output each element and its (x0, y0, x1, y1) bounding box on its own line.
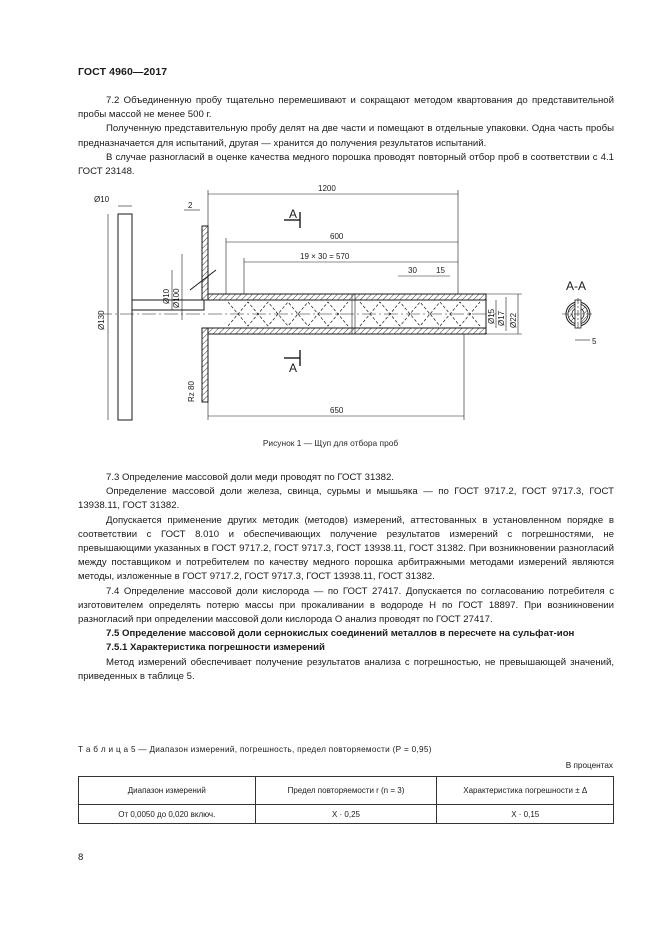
table-cell: X · 0,25 (255, 805, 437, 824)
dim-d15: Ø15 (487, 308, 496, 324)
dim-570: 19 × 30 = 570 (300, 252, 350, 261)
dim-d22: Ø22 (509, 312, 518, 328)
table-cell: X · 0,15 (437, 805, 614, 824)
dim-2: 2 (188, 201, 193, 210)
dim-15: 15 (436, 266, 445, 275)
table-header-cell: Характеристика погрешности ± Δ (437, 777, 614, 805)
page-number: 8 (78, 852, 84, 863)
dim-30: 30 (408, 266, 417, 275)
paragraph: Метод измерений обеспечивает получение результатов анализа с погрешностью, не превышающей значений, приведенных в таблице 5. (78, 656, 614, 682)
dim-rz: Rz 80 (187, 381, 196, 402)
paragraph: 7.2 Объединенную пробу тщательно перемешивают и сокращают методом квартования до представительной пробы массой не менее 500 г. (78, 95, 614, 121)
handle-disc (118, 214, 132, 420)
table-header-cell: Диапазон измерений (79, 777, 256, 805)
paragraph: В случае разногласий в оценке качества медного порошка проводят повторный отбор проб в соответствии с 4.1 ГОСТ 23148. (78, 151, 614, 178)
paragraph: Допускается применение других методик (методов) измерений, аттестованных в установленном порядке в соответствии с ГОСТ 8.010 и обеспечивающих получение результатов измерений с погрешностями, не превышающими указанных в ГОСТ 9717.2, ГОСТ 9717.3, ГОСТ 13938.11, ГОСТ 31382. При возникновении разногласий между поставщиком и потребителем по качеству медного порошка арбитражными методами измерений являются методы, изложенные в ГОСТ 9717.2, ГОСТ 9717.3, ГОСТ 13938.11, ГОСТ 31382. (78, 514, 614, 583)
paragraph: 7.3 Определение массовой доли меди проводят по ГОСТ 31382. (106, 472, 394, 483)
dim-d10-inner: Ø10 (162, 288, 171, 304)
table-unit: В процентах (565, 761, 613, 770)
figure-caption: Рисунок 1 — Щуп для отбора проб (262, 438, 399, 448)
dim-d100: Ø100 (172, 288, 181, 308)
dim-d130: Ø130 (97, 310, 106, 330)
paragraph: Полученную представительную пробу делят на две части и помещают в отдельные упаковки. Одна часть пробы предназначается для испытаний, другая — хранится до получения результатов испытаний. (78, 123, 614, 149)
table-caption: Т а б л и ц а 5 — Диапазон измерений, погрешность, предел повторяемости (Р = 0,95) (78, 745, 432, 754)
table-header-cell: Предел повторяемости r (n = 3) (255, 777, 437, 805)
top-text-block (78, 94, 614, 179)
paragraph: Определение массовой доли железа, свинца, сурьмы и мышьяка — по ГОСТ 9717.2, ГОСТ 9717.3, ГОСТ 13938.11, ГОСТ 31382. (78, 486, 614, 512)
subsection-heading: 7.5.1 Характеристика погрешности измерений (106, 642, 325, 654)
table-row (79, 805, 614, 824)
section-label-bottom: А (289, 361, 298, 375)
table-header-row (79, 777, 614, 805)
bottom-text-block (78, 471, 614, 684)
table-cell: От 0,0050 до 0,020 включ. (79, 805, 256, 824)
paragraph: 7.4 Определение массовой доли кислорода — по ГОСТ 27417. Допускается по согласованию потребителя с изготовителем определять потерю массы при прокаливании в водороде Н по ГОСТ 18897. При возникновении разногласий при определении массовой доли кислорода О анализ проводят по ГОСТ 27417. (78, 585, 614, 626)
data-table (78, 776, 614, 824)
section-heading: 7.5 Определение массовой доли сернокислых соединений металлов в пересчете на сульфат-ион (106, 628, 575, 640)
dim-5: 5 (592, 337, 597, 346)
technical-drawing-svg (78, 180, 614, 442)
dim-d17: Ø17 (497, 310, 506, 326)
dim-650: 650 (330, 406, 344, 415)
section-view-label: А-А (566, 279, 587, 293)
section-label-top: А (289, 207, 298, 221)
document-header: ГОСТ 4960—2017 (78, 66, 168, 78)
dim-d10: Ø10 (94, 195, 110, 204)
dim-1200: 1200 (318, 184, 336, 193)
dim-600: 600 (330, 232, 344, 241)
probe-drawing (78, 180, 614, 442)
